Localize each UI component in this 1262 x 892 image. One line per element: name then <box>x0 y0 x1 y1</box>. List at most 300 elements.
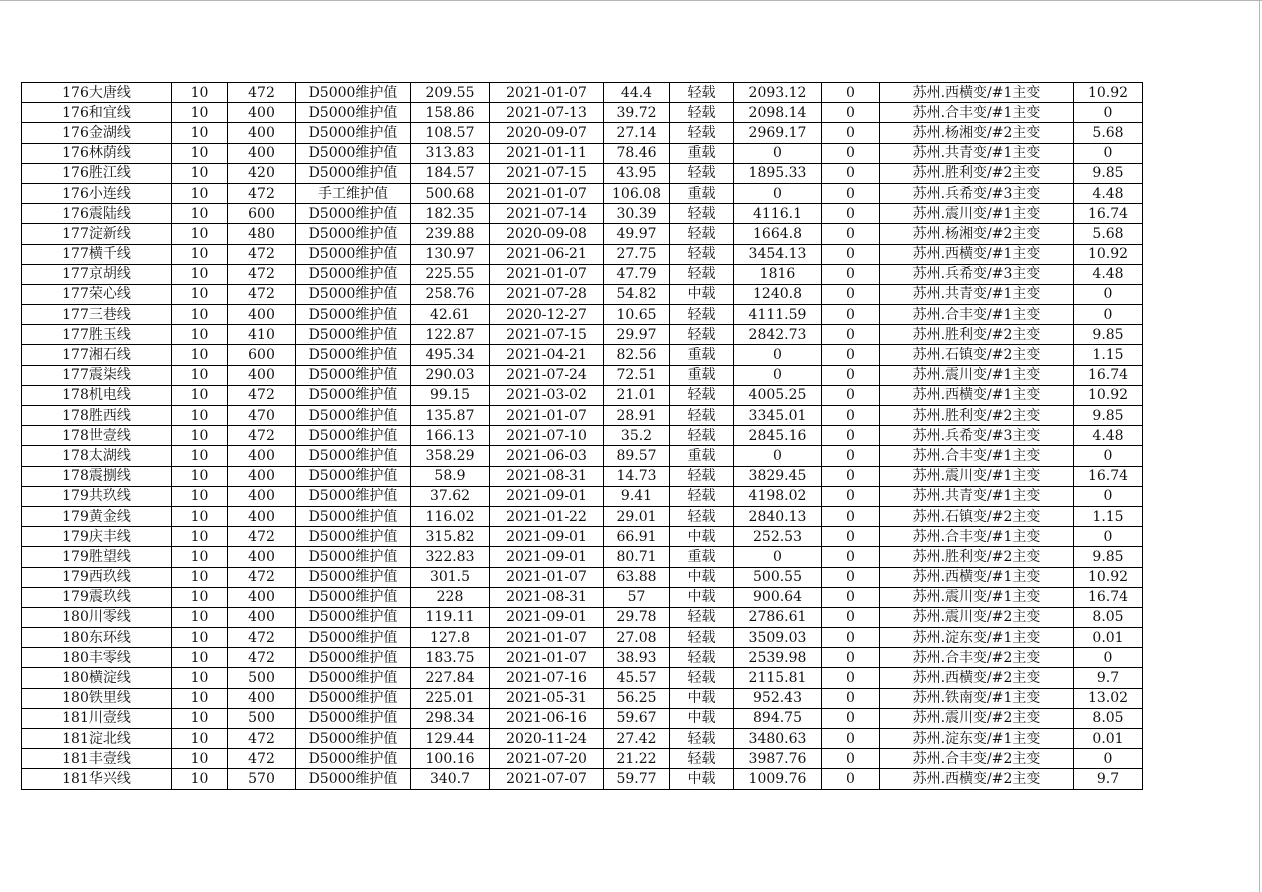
value-cell: 182.35 <box>411 204 490 224</box>
load-rate-cell: 27.42 <box>604 729 670 749</box>
load-rate-cell: 59.67 <box>604 708 670 728</box>
value-cell: 340.7 <box>411 769 490 789</box>
table-body <box>22 83 1143 790</box>
capacity-cell: 500 <box>228 668 296 688</box>
load-status-cell: 轻载 <box>670 406 734 426</box>
source-cell: D5000维护值 <box>296 244 411 264</box>
transformer-value-cell: 9.7 <box>1074 668 1143 688</box>
voltage-cell: 10 <box>172 567 228 587</box>
flag-cell: 0 <box>822 547 880 567</box>
load-rate-cell: 47.79 <box>604 264 670 284</box>
value-cell: 119.11 <box>411 607 490 627</box>
value-cell: 100.16 <box>411 749 490 769</box>
margin-cell: 1009.76 <box>734 769 822 789</box>
load-status-cell: 轻载 <box>670 264 734 284</box>
margin-cell: 4005.25 <box>734 385 822 405</box>
source-cell: D5000维护值 <box>296 406 411 426</box>
date-cell: 2021-01-07 <box>490 83 604 103</box>
flag-cell: 0 <box>822 688 880 708</box>
source-cell: D5000维护值 <box>296 708 411 728</box>
load-status-cell: 中载 <box>670 567 734 587</box>
transformer-cell: 苏州.淀东变/#1主变 <box>880 628 1074 648</box>
capacity-cell: 472 <box>228 426 296 446</box>
source-cell: D5000维护值 <box>296 648 411 668</box>
source-cell: D5000维护值 <box>296 264 411 284</box>
transformer-cell: 苏州.共青变/#1主变 <box>880 284 1074 304</box>
flag-cell: 0 <box>822 284 880 304</box>
source-cell: D5000维护值 <box>296 607 411 627</box>
load-status-cell: 重载 <box>670 345 734 365</box>
source-cell: D5000维护值 <box>296 143 411 163</box>
source-cell: D5000维护值 <box>296 668 411 688</box>
line-name-cell: 181淀北线 <box>22 729 172 749</box>
capacity-cell: 472 <box>228 385 296 405</box>
margin-cell: 952.43 <box>734 688 822 708</box>
table-row <box>22 365 1143 385</box>
table-row <box>22 284 1143 304</box>
load-status-cell: 轻载 <box>670 486 734 506</box>
table-row <box>22 607 1143 627</box>
page-right-edge <box>1259 0 1260 892</box>
page-top-edge <box>0 0 1262 1</box>
capacity-cell: 400 <box>228 305 296 325</box>
value-cell: 108.57 <box>411 123 490 143</box>
capacity-cell: 472 <box>228 284 296 304</box>
date-cell: 2021-07-16 <box>490 668 604 688</box>
source-cell: D5000维护值 <box>296 587 411 607</box>
margin-cell: 2115.81 <box>734 668 822 688</box>
load-rate-cell: 56.25 <box>604 688 670 708</box>
voltage-cell: 10 <box>172 426 228 446</box>
table-row <box>22 264 1143 284</box>
date-cell: 2021-03-02 <box>490 385 604 405</box>
date-cell: 2021-07-10 <box>490 426 604 446</box>
load-status-cell: 轻载 <box>670 163 734 183</box>
capacity-cell: 400 <box>228 123 296 143</box>
voltage-cell: 10 <box>172 345 228 365</box>
value-cell: 225.01 <box>411 688 490 708</box>
voltage-cell: 10 <box>172 365 228 385</box>
value-cell: 42.61 <box>411 305 490 325</box>
transformer-cell: 苏州.共青变/#1主变 <box>880 486 1074 506</box>
margin-cell: 2786.61 <box>734 607 822 627</box>
table-row <box>22 749 1143 769</box>
transformer-value-cell: 5.68 <box>1074 224 1143 244</box>
margin-cell: 0 <box>734 183 822 203</box>
source-cell: D5000维护值 <box>296 628 411 648</box>
table-row <box>22 305 1143 325</box>
capacity-cell: 470 <box>228 406 296 426</box>
date-cell: 2021-09-01 <box>490 527 604 547</box>
feeder-load-table <box>21 82 1143 790</box>
value-cell: 127.8 <box>411 628 490 648</box>
load-rate-cell: 21.01 <box>604 385 670 405</box>
load-rate-cell: 10.65 <box>604 305 670 325</box>
line-name-cell: 181华兴线 <box>22 769 172 789</box>
date-cell: 2021-01-07 <box>490 183 604 203</box>
margin-cell: 3454.13 <box>734 244 822 264</box>
date-cell: 2020-09-08 <box>490 224 604 244</box>
transformer-cell: 苏州.杨湘变/#2主变 <box>880 123 1074 143</box>
source-cell: D5000维护值 <box>296 123 411 143</box>
flag-cell: 0 <box>822 749 880 769</box>
margin-cell: 3987.76 <box>734 749 822 769</box>
load-status-cell: 中载 <box>670 708 734 728</box>
load-status-cell: 轻载 <box>670 668 734 688</box>
flag-cell: 0 <box>822 163 880 183</box>
date-cell: 2021-06-03 <box>490 446 604 466</box>
load-rate-cell: 45.57 <box>604 668 670 688</box>
flag-cell: 0 <box>822 385 880 405</box>
date-cell: 2020-09-07 <box>490 123 604 143</box>
source-cell: D5000维护值 <box>296 103 411 123</box>
transformer-cell: 苏州.震川变/#2主变 <box>880 708 1074 728</box>
margin-cell: 1895.33 <box>734 163 822 183</box>
voltage-cell: 10 <box>172 83 228 103</box>
table-row <box>22 143 1143 163</box>
table-row <box>22 648 1143 668</box>
date-cell: 2021-06-21 <box>490 244 604 264</box>
transformer-cell: 苏州.胜利变/#2主变 <box>880 406 1074 426</box>
margin-cell: 0 <box>734 547 822 567</box>
capacity-cell: 400 <box>228 587 296 607</box>
table-row <box>22 244 1143 264</box>
voltage-cell: 10 <box>172 547 228 567</box>
load-rate-cell: 9.41 <box>604 486 670 506</box>
line-name-cell: 176小连线 <box>22 183 172 203</box>
table-row <box>22 385 1143 405</box>
value-cell: 225.55 <box>411 264 490 284</box>
date-cell: 2021-01-07 <box>490 567 604 587</box>
source-cell: D5000维护值 <box>296 446 411 466</box>
line-name-cell: 177京胡线 <box>22 264 172 284</box>
flag-cell: 0 <box>822 406 880 426</box>
value-cell: 166.13 <box>411 426 490 446</box>
voltage-cell: 10 <box>172 244 228 264</box>
transformer-value-cell: 0.01 <box>1074 628 1143 648</box>
date-cell: 2021-07-13 <box>490 103 604 123</box>
load-rate-cell: 30.39 <box>604 204 670 224</box>
line-name-cell: 177荣心线 <box>22 284 172 304</box>
transformer-value-cell: 9.7 <box>1074 769 1143 789</box>
table-row <box>22 183 1143 203</box>
voltage-cell: 10 <box>172 325 228 345</box>
line-name-cell: 177震柒线 <box>22 365 172 385</box>
capacity-cell: 472 <box>228 567 296 587</box>
date-cell: 2021-04-21 <box>490 345 604 365</box>
line-name-cell: 178胜西线 <box>22 406 172 426</box>
date-cell: 2021-09-01 <box>490 486 604 506</box>
table-row <box>22 204 1143 224</box>
margin-cell: 2539.98 <box>734 648 822 668</box>
source-cell: D5000维护值 <box>296 224 411 244</box>
table-row <box>22 708 1143 728</box>
load-rate-cell: 80.71 <box>604 547 670 567</box>
line-name-cell: 178震捌线 <box>22 466 172 486</box>
value-cell: 315.82 <box>411 527 490 547</box>
capacity-cell: 400 <box>228 547 296 567</box>
voltage-cell: 10 <box>172 486 228 506</box>
margin-cell: 4198.02 <box>734 486 822 506</box>
line-name-cell: 178世壹线 <box>22 426 172 446</box>
value-cell: 322.83 <box>411 547 490 567</box>
load-rate-cell: 27.08 <box>604 628 670 648</box>
load-rate-cell: 106.08 <box>604 183 670 203</box>
transformer-value-cell: 9.85 <box>1074 325 1143 345</box>
capacity-cell: 410 <box>228 325 296 345</box>
margin-cell: 0 <box>734 446 822 466</box>
load-status-cell: 中载 <box>670 769 734 789</box>
table-row <box>22 163 1143 183</box>
transformer-value-cell: 4.48 <box>1074 264 1143 284</box>
line-name-cell: 179黄金线 <box>22 506 172 526</box>
flag-cell: 0 <box>822 83 880 103</box>
load-rate-cell: 27.75 <box>604 244 670 264</box>
date-cell: 2021-07-20 <box>490 749 604 769</box>
date-cell: 2021-07-15 <box>490 325 604 345</box>
source-cell: D5000维护值 <box>296 385 411 405</box>
flag-cell: 0 <box>822 668 880 688</box>
flag-cell: 0 <box>822 769 880 789</box>
transformer-cell: 苏州.合丰变/#1主变 <box>880 305 1074 325</box>
load-rate-cell: 57 <box>604 587 670 607</box>
capacity-cell: 472 <box>228 527 296 547</box>
flag-cell: 0 <box>822 506 880 526</box>
transformer-value-cell: 8.05 <box>1074 708 1143 728</box>
flag-cell: 0 <box>822 325 880 345</box>
source-cell: D5000维护值 <box>296 466 411 486</box>
value-cell: 130.97 <box>411 244 490 264</box>
table-row <box>22 103 1143 123</box>
margin-cell: 1240.8 <box>734 284 822 304</box>
capacity-cell: 400 <box>228 506 296 526</box>
line-name-cell: 177胜玉线 <box>22 325 172 345</box>
transformer-cell: 苏州.兵希变/#3主变 <box>880 426 1074 446</box>
transformer-value-cell: 16.74 <box>1074 587 1143 607</box>
value-cell: 500.68 <box>411 183 490 203</box>
table-row <box>22 729 1143 749</box>
table-row <box>22 83 1143 103</box>
flag-cell: 0 <box>822 607 880 627</box>
line-name-cell: 176胜江线 <box>22 163 172 183</box>
flag-cell: 0 <box>822 486 880 506</box>
load-rate-cell: 29.01 <box>604 506 670 526</box>
date-cell: 2021-05-31 <box>490 688 604 708</box>
table-row <box>22 426 1143 446</box>
line-name-cell: 181丰壹线 <box>22 749 172 769</box>
margin-cell: 2842.73 <box>734 325 822 345</box>
margin-cell: 0 <box>734 143 822 163</box>
capacity-cell: 600 <box>228 345 296 365</box>
value-cell: 239.88 <box>411 224 490 244</box>
load-rate-cell: 78.46 <box>604 143 670 163</box>
margin-cell: 2969.17 <box>734 123 822 143</box>
transformer-value-cell: 1.15 <box>1074 506 1143 526</box>
table-row <box>22 769 1143 789</box>
date-cell: 2020-11-24 <box>490 729 604 749</box>
load-status-cell: 中载 <box>670 527 734 547</box>
capacity-cell: 472 <box>228 628 296 648</box>
flag-cell: 0 <box>822 628 880 648</box>
load-rate-cell: 29.97 <box>604 325 670 345</box>
voltage-cell: 10 <box>172 729 228 749</box>
transformer-value-cell: 0 <box>1074 648 1143 668</box>
date-cell: 2021-08-31 <box>490 466 604 486</box>
date-cell: 2021-06-16 <box>490 708 604 728</box>
line-name-cell: 176金湖线 <box>22 123 172 143</box>
transformer-cell: 苏州.震川变/#2主变 <box>880 607 1074 627</box>
load-rate-cell: 72.51 <box>604 365 670 385</box>
table-row <box>22 547 1143 567</box>
flag-cell: 0 <box>822 648 880 668</box>
voltage-cell: 10 <box>172 224 228 244</box>
transformer-value-cell: 0 <box>1074 749 1143 769</box>
voltage-cell: 10 <box>172 284 228 304</box>
date-cell: 2021-01-11 <box>490 143 604 163</box>
flag-cell: 0 <box>822 123 880 143</box>
capacity-cell: 600 <box>228 204 296 224</box>
margin-cell: 3480.63 <box>734 729 822 749</box>
transformer-cell: 苏州.西横变/#1主变 <box>880 567 1074 587</box>
transformer-value-cell: 10.92 <box>1074 567 1143 587</box>
value-cell: 298.34 <box>411 708 490 728</box>
load-rate-cell: 14.73 <box>604 466 670 486</box>
source-cell: D5000维护值 <box>296 769 411 789</box>
transformer-value-cell: 0 <box>1074 446 1143 466</box>
margin-cell: 3509.03 <box>734 628 822 648</box>
voltage-cell: 10 <box>172 123 228 143</box>
value-cell: 495.34 <box>411 345 490 365</box>
date-cell: 2021-07-14 <box>490 204 604 224</box>
voltage-cell: 10 <box>172 103 228 123</box>
value-cell: 228 <box>411 587 490 607</box>
load-status-cell: 轻载 <box>670 506 734 526</box>
source-cell: D5000维护值 <box>296 365 411 385</box>
capacity-cell: 400 <box>228 103 296 123</box>
value-cell: 227.84 <box>411 668 490 688</box>
transformer-value-cell: 13.02 <box>1074 688 1143 708</box>
capacity-cell: 500 <box>228 708 296 728</box>
transformer-value-cell: 4.48 <box>1074 426 1143 446</box>
load-status-cell: 轻载 <box>670 729 734 749</box>
load-status-cell: 轻载 <box>670 325 734 345</box>
voltage-cell: 10 <box>172 264 228 284</box>
transformer-value-cell: 10.92 <box>1074 83 1143 103</box>
line-name-cell: 177湘石线 <box>22 345 172 365</box>
margin-cell: 3829.45 <box>734 466 822 486</box>
value-cell: 129.44 <box>411 729 490 749</box>
value-cell: 183.75 <box>411 648 490 668</box>
table-row <box>22 527 1143 547</box>
table-row <box>22 587 1143 607</box>
value-cell: 313.83 <box>411 143 490 163</box>
capacity-cell: 400 <box>228 607 296 627</box>
capacity-cell: 480 <box>228 224 296 244</box>
margin-cell: 252.53 <box>734 527 822 547</box>
transformer-value-cell: 9.85 <box>1074 163 1143 183</box>
date-cell: 2021-07-07 <box>490 769 604 789</box>
table-row <box>22 688 1143 708</box>
capacity-cell: 400 <box>228 446 296 466</box>
margin-cell: 0 <box>734 345 822 365</box>
voltage-cell: 10 <box>172 527 228 547</box>
capacity-cell: 570 <box>228 769 296 789</box>
transformer-cell: 苏州.兵希变/#3主变 <box>880 264 1074 284</box>
line-name-cell: 179庆丰线 <box>22 527 172 547</box>
voltage-cell: 10 <box>172 385 228 405</box>
line-name-cell: 176震陆线 <box>22 204 172 224</box>
capacity-cell: 400 <box>228 466 296 486</box>
voltage-cell: 10 <box>172 769 228 789</box>
margin-cell: 0 <box>734 365 822 385</box>
transformer-cell: 苏州.兵希变/#3主变 <box>880 183 1074 203</box>
value-cell: 99.15 <box>411 385 490 405</box>
load-rate-cell: 54.82 <box>604 284 670 304</box>
capacity-cell: 420 <box>228 163 296 183</box>
date-cell: 2020-12-27 <box>490 305 604 325</box>
load-rate-cell: 39.72 <box>604 103 670 123</box>
margin-cell: 900.64 <box>734 587 822 607</box>
source-cell: D5000维护值 <box>296 305 411 325</box>
table-row <box>22 224 1143 244</box>
source-cell: D5000维护值 <box>296 284 411 304</box>
table-row <box>22 506 1143 526</box>
capacity-cell: 472 <box>228 244 296 264</box>
voltage-cell: 10 <box>172 506 228 526</box>
voltage-cell: 10 <box>172 607 228 627</box>
value-cell: 358.29 <box>411 446 490 466</box>
voltage-cell: 10 <box>172 183 228 203</box>
voltage-cell: 10 <box>172 668 228 688</box>
value-cell: 290.03 <box>411 365 490 385</box>
margin-cell: 1816 <box>734 264 822 284</box>
load-rate-cell: 63.88 <box>604 567 670 587</box>
load-status-cell: 轻载 <box>670 607 734 627</box>
voltage-cell: 10 <box>172 143 228 163</box>
flag-cell: 0 <box>822 183 880 203</box>
flag-cell: 0 <box>822 587 880 607</box>
capacity-cell: 472 <box>228 648 296 668</box>
transformer-value-cell: 16.74 <box>1074 466 1143 486</box>
load-status-cell: 轻载 <box>670 244 734 264</box>
transformer-cell: 苏州.震川变/#1主变 <box>880 365 1074 385</box>
line-name-cell: 176大唐线 <box>22 83 172 103</box>
date-cell: 2021-09-01 <box>490 547 604 567</box>
flag-cell: 0 <box>822 729 880 749</box>
capacity-cell: 472 <box>228 264 296 284</box>
voltage-cell: 10 <box>172 749 228 769</box>
transformer-value-cell: 1.15 <box>1074 345 1143 365</box>
transformer-value-cell: 4.48 <box>1074 183 1143 203</box>
load-rate-cell: 49.97 <box>604 224 670 244</box>
voltage-cell: 10 <box>172 204 228 224</box>
flag-cell: 0 <box>822 103 880 123</box>
load-status-cell: 重载 <box>670 183 734 203</box>
line-name-cell: 180横淀线 <box>22 668 172 688</box>
transformer-cell: 苏州.合丰变/#1主变 <box>880 446 1074 466</box>
table-row <box>22 345 1143 365</box>
value-cell: 258.76 <box>411 284 490 304</box>
transformer-cell: 苏州.合丰变/#1主变 <box>880 103 1074 123</box>
margin-cell: 1664.8 <box>734 224 822 244</box>
voltage-cell: 10 <box>172 406 228 426</box>
load-status-cell: 重载 <box>670 446 734 466</box>
table-row <box>22 628 1143 648</box>
capacity-cell: 400 <box>228 365 296 385</box>
load-rate-cell: 66.91 <box>604 527 670 547</box>
transformer-value-cell: 0 <box>1074 305 1143 325</box>
source-cell: D5000维护值 <box>296 547 411 567</box>
